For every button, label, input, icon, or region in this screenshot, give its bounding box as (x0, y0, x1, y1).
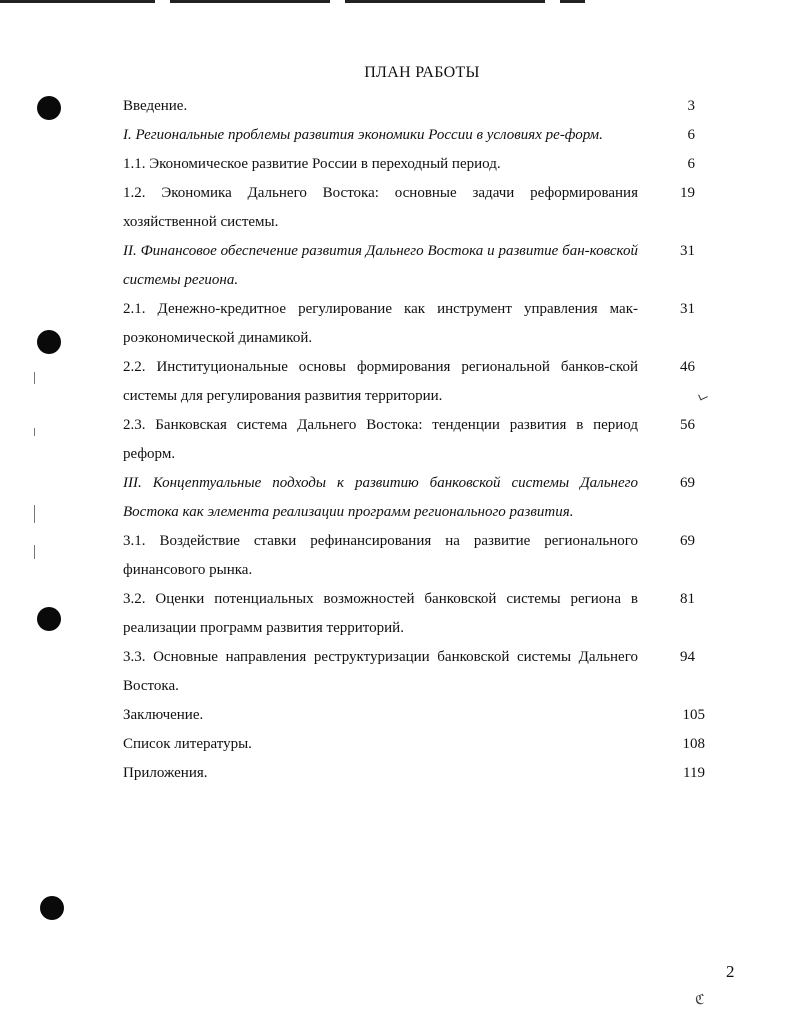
toc-entry (123, 295, 713, 353)
scan-edge-mark (34, 428, 35, 436)
scan-edge-line (170, 0, 330, 3)
toc-entry-page: 105 (682, 707, 705, 723)
toc-entry (123, 150, 713, 179)
toc-entry-page: 3 (687, 98, 695, 114)
toc-entry (123, 92, 713, 121)
toc-entry-text: 2.3. Банковская система Дальнего Востока: тенденции развития в период реформ. (123, 417, 638, 462)
toc-entry-text: 2.2. Институциональные основы формирования региональной банков-ской системы для регулирования развития территории. (123, 359, 638, 404)
toc-entry (123, 701, 713, 730)
scan-edge-mark (34, 505, 35, 523)
toc-entry-page: 81 (680, 591, 695, 607)
toc-entry-text: 3.2. Оценки потенциальных возможностей банковской системы региона в реализации программ развития территорий. (123, 591, 638, 636)
toc-entry-page: 6 (687, 127, 695, 143)
toc-entry-text: III. Концептуальные подходы к развитию банковской системы Дальнего Востока как элемента реализации программ регионального развития. (123, 475, 638, 520)
scan-edge-line (560, 0, 585, 3)
toc-entry (123, 353, 713, 411)
toc-entry-page: 31 (680, 301, 695, 317)
toc-entry-page: 69 (680, 475, 695, 491)
page-number: 2 (726, 962, 735, 981)
punch-hole (37, 96, 61, 120)
toc-entry-page: 56 (680, 417, 695, 433)
toc-entry (123, 527, 713, 585)
toc-entry (123, 730, 713, 759)
toc-entry-text: Список литературы. (123, 736, 252, 752)
toc-entry (123, 179, 713, 237)
toc-entry-text: 2.1. Денежно-кредитное регулирование как инструмент управления мак-роэкономической динамикой. (123, 301, 638, 346)
toc-entry-text: 3.1. Воздействие ставки рефинансирования на развитие регионального финансового рынка. (123, 533, 638, 578)
toc-entry-text: I. Региональные проблемы развития экономики России в условиях ре-форм. (123, 127, 603, 143)
toc-entry-text: 3.3. Основные направления реструктуризации банковской системы Дальнего Востока. (123, 649, 638, 694)
toc-entry-text: II. Финансовое обеспечение развития Дальнего Востока и развитие бан-ковской системы региона. (123, 243, 638, 288)
toc-entry-page: 94 (680, 649, 695, 665)
table-of-contents (123, 92, 713, 788)
punch-hole (37, 607, 61, 631)
page-title: ПЛАН РАБОТЫ (364, 64, 480, 81)
punch-hole (40, 896, 64, 920)
toc-entry-page: 119 (683, 765, 705, 781)
toc-entry (123, 237, 713, 295)
scan-edge-line (345, 0, 545, 3)
scan-edge-line (0, 0, 155, 3)
toc-entry (123, 643, 713, 701)
toc-entry-text: Заключение. (123, 707, 204, 723)
toc-entry (123, 469, 713, 527)
toc-entry-page: 108 (682, 736, 705, 752)
scan-edge-mark (34, 372, 35, 384)
toc-entry-page: 69 (680, 533, 695, 549)
toc-entry-page: 19 (680, 185, 695, 201)
toc-entry-text: Приложения. (123, 765, 208, 781)
toc-entry-page: 46 (680, 359, 695, 375)
toc-entry (123, 759, 713, 788)
toc-entry (123, 585, 713, 643)
scan-edge-mark (34, 545, 35, 559)
stray-handwritten-mark: ℭ (695, 993, 705, 1008)
toc-entry (123, 121, 713, 150)
toc-entry-page: 6 (687, 156, 695, 172)
toc-entry (123, 411, 713, 469)
toc-entry-text: 1.1. Экономическое развитие России в переходный период. (123, 156, 501, 172)
toc-entry-page: 31 (680, 243, 695, 259)
punch-hole (37, 330, 61, 354)
toc-entry-text: Введение. (123, 98, 188, 114)
toc-entry-text: 1.2. Экономика Дальнего Востока: основные задачи реформирования хозяйственной системы. (123, 185, 638, 230)
